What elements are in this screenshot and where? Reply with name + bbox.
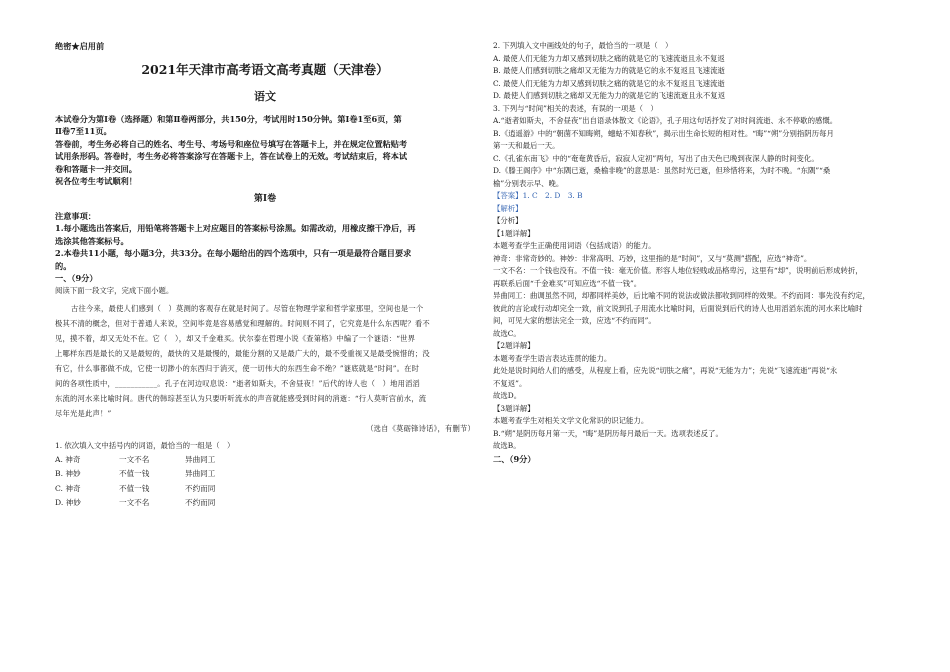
- essay-line: 尽年光是此声！”: [55, 409, 112, 418]
- section-heading: 二、（9分）: [493, 453, 536, 464]
- detail-3-title: 【3题详解】: [493, 403, 535, 413]
- fenxi-tag: 【分析】: [493, 216, 523, 225]
- note-line: 1.每小题选出答案后，用铅笔将答题卡上对应题目的答案标号涂黑。如需改动，用橡皮擦干净后，再: [55, 223, 416, 233]
- essay-line: 间的各项性质中，___________。孔子在河边叹息说：“逝者如斯夫，不舍昼夜！”后代的诗人也（ ）地用滔滔: [55, 379, 421, 388]
- q1-option-d: D. 神妙 一文不名 不约而同: [55, 498, 216, 507]
- notes-title: 注意事项：: [55, 210, 96, 221]
- intro-line: 答卷前，考生务必将自己的姓名、考生号、考场号和座位号填写在答题卡上，并在规定位置粘贴考: [55, 138, 408, 149]
- question-1: 1. 依次填入文中括号内的词语，最恰当的一组是（ ）: [55, 441, 235, 450]
- q2-option: C. 最使人们无能为力却又感到切肤之痛的就是它的永不复返且飞速流逝: [493, 78, 725, 88]
- detail-1-line: 异曲同工：曲调虽然不同，却都同样美妙，后比喻不同的说法或做法都收到同样的效果。不约而同：事先没有约定，: [493, 291, 870, 300]
- detail-2-line: 故选D。: [493, 391, 522, 400]
- q1-option-a: A. 神奇 一文不名 异曲同工: [55, 454, 216, 464]
- detail-1-title: 【1题详解】: [493, 228, 535, 238]
- detail-3-line: B.“朔”是阴历每月第一天，“晦”是阴历每月最后一天。选项表述反了。: [493, 428, 723, 438]
- essay-line: 极其不清的概念，但对于普通人来说，空间毕竟是容易感觉和理解的。时间则不同了，它究竟是什么东西呢？看不: [55, 319, 430, 328]
- essay-line: 上哪样东西是最长的又是最短的，最快的又是最慢的，最能分割的又是最广大的，最不受重视又是最受惋惜的；没: [55, 349, 430, 358]
- reading-prompt: 阅读下面一段文字，完成下面小题。: [55, 285, 174, 295]
- question-3: 3. 下列与“时间”相关的表述，有误的一项是（ ）: [493, 103, 658, 113]
- detail-3-line: 故选B。: [493, 441, 521, 450]
- q1-option-c: C. 神奇 不值一钱 不约而同: [55, 483, 216, 493]
- intro-line: 祝各位考生考试顺利！: [55, 176, 137, 186]
- question-2: 2. 下列填入文中画线处的句子，最恰当的一项是（ ）: [493, 41, 673, 50]
- detail-2-line: 此处是说时间给人们的感受，从程度上看，应先说“切肤之痛”，再说“无能为力”；先说“飞速流逝”再说“永: [493, 366, 838, 375]
- answer-line: 【答案】1. C 2. D 3. B: [493, 191, 583, 200]
- intro-line: 本试卷分为第Ⅰ卷（选择题）和第Ⅱ卷两部分，共150分，考试用时150分钟。第Ⅰ卷1至6页，第: [55, 113, 402, 124]
- left-column: [55, 40, 475, 511]
- exam-title: 2021年天津市高考语文高考真题（天津卷）: [141, 61, 389, 77]
- q3-option: B.《逍遥游》中的“朝菌不知晦朔，蟪蛄不知春秋”，揭示出生命长短的相对性。“晦”“朔”分别指阴历每月: [493, 128, 834, 138]
- detail-1-line: 神奇：非常奇妙的。神妙：非常高明、巧妙，这里指的是“时间”，又与“莫测”搭配，应选“神奇”。: [493, 253, 812, 263]
- analysis-tag: 【解析】: [493, 203, 523, 213]
- q3-option: D.《滕王阁序》中“东隅已逝，桑榆非晚”的意思是：虽然时光已逝，但珍惜将来，为时不晚。“东隅”“桑: [493, 166, 831, 175]
- detail-2-line: 不复返”。: [493, 378, 527, 388]
- q3-option: 榆”分别表示早、晚。: [493, 178, 564, 188]
- intro-line: 试用条形码。答卷时，考生务必将答案涂写在答题卡上，答在试卷上的无效。考试结束后，将本试: [55, 151, 408, 161]
- essay-line: 古往今来，最使人们感到（ ）莫测的客观存在就是时间了。尽管在物理学家和哲学家那里，空间也是一个: [71, 304, 424, 313]
- intro-line: Ⅱ卷7至11页。: [55, 126, 112, 136]
- detail-1-line: 间，可见大家的想法完全一致，应选“不约而同”。: [493, 316, 656, 325]
- detail-1-line: 再联系后面“千金难买”可知应选“不值一钱”。: [493, 278, 642, 288]
- q3-option: A.“逝者如斯夫，不舍昼夜”出自语录体散文《论语》，孔子用这句话抒发了对时间流逝、永不停歇的感慨。: [493, 116, 838, 125]
- section-heading: 一、（9分）: [55, 273, 98, 283]
- note-line: 的。: [55, 260, 72, 271]
- essay-line: 见，摸不着，却又无处不在。它（ ），却又千金难买。伏尔泰在哲理小说《查第格》中编了一个谜语：“世界: [55, 334, 416, 343]
- detail-1-line: 本题考查学生正确使用词语（包括成语）的能力。: [493, 241, 656, 250]
- q3-option: C.《孔雀东南飞》中的“奄奄黄昏后，寂寂人定初”两句，写出了由天色已晚到夜深人静的时间变化。: [493, 153, 819, 163]
- intro-line: 卷和答题卡一并交回。: [55, 163, 137, 174]
- note-line: 选涂其他答案标号。: [55, 235, 129, 246]
- essay-line: 东流的河水来比喻时间。唐代的韩琮甚至认为只要听听流水的声音就能感受到时间的消逝：“行人莫听宫前水，流: [55, 394, 427, 403]
- detail-2-line: 本题考查学生语言表达连贯的能力。: [493, 353, 612, 363]
- detail-1-line: 彼此的言论或行动却完全一致，前文说到孔子用流水比喻时间，后面说到后代的诗人也用滔滔东流的河水来比喻时: [493, 303, 863, 313]
- secret-mark: 绝密★启用前: [55, 41, 105, 51]
- right-column: [493, 40, 918, 465]
- detail-1-line: 一文不名：一个钱也没有。不值一钱：毫无价值。形容人地位轻贱或品格卑污，这里有“却”，说明前后形成转折，: [493, 266, 863, 275]
- essay-line: 有它，什么事都做不成，它使一切渺小的东西归于消灭，使一切伟大的东西生命不绝？”谜底就是“时间”。在时: [55, 364, 420, 373]
- detail-3-line: 本题考查学生对相关文学文化常识的识记能力。: [493, 416, 649, 425]
- q2-option: D. 最使人们感到切肤之痛却又无能为力的就是它的飞速流逝且永不复返: [493, 91, 726, 100]
- detail-1-line: 故选C。: [493, 328, 521, 338]
- detail-2-title: 【2题详解】: [493, 341, 535, 350]
- subject-title: 语文: [254, 89, 276, 103]
- q2-option: B. 最使人们感到切肤之痛却又无能为力的就是它的永不复返且飞速流逝: [493, 66, 725, 75]
- q2-option: A. 最使人们无能为力却又感到切肤之痛的就是它的飞速流逝且永不复返: [493, 53, 725, 63]
- q3-option: 第一天和最后一天。: [493, 141, 560, 150]
- essay-source: （选自《莫砺锋诗话》，有删节）: [366, 424, 475, 433]
- q1-option-b: B. 神妙 不值一钱 异曲同工: [55, 469, 216, 478]
- volume-title: 第Ⅰ卷: [253, 193, 277, 204]
- note-line: 2.本卷共11小题，每小题3分，共33分。在每小题给出的四个选项中，只有一项是最符合题目要求: [55, 248, 412, 258]
